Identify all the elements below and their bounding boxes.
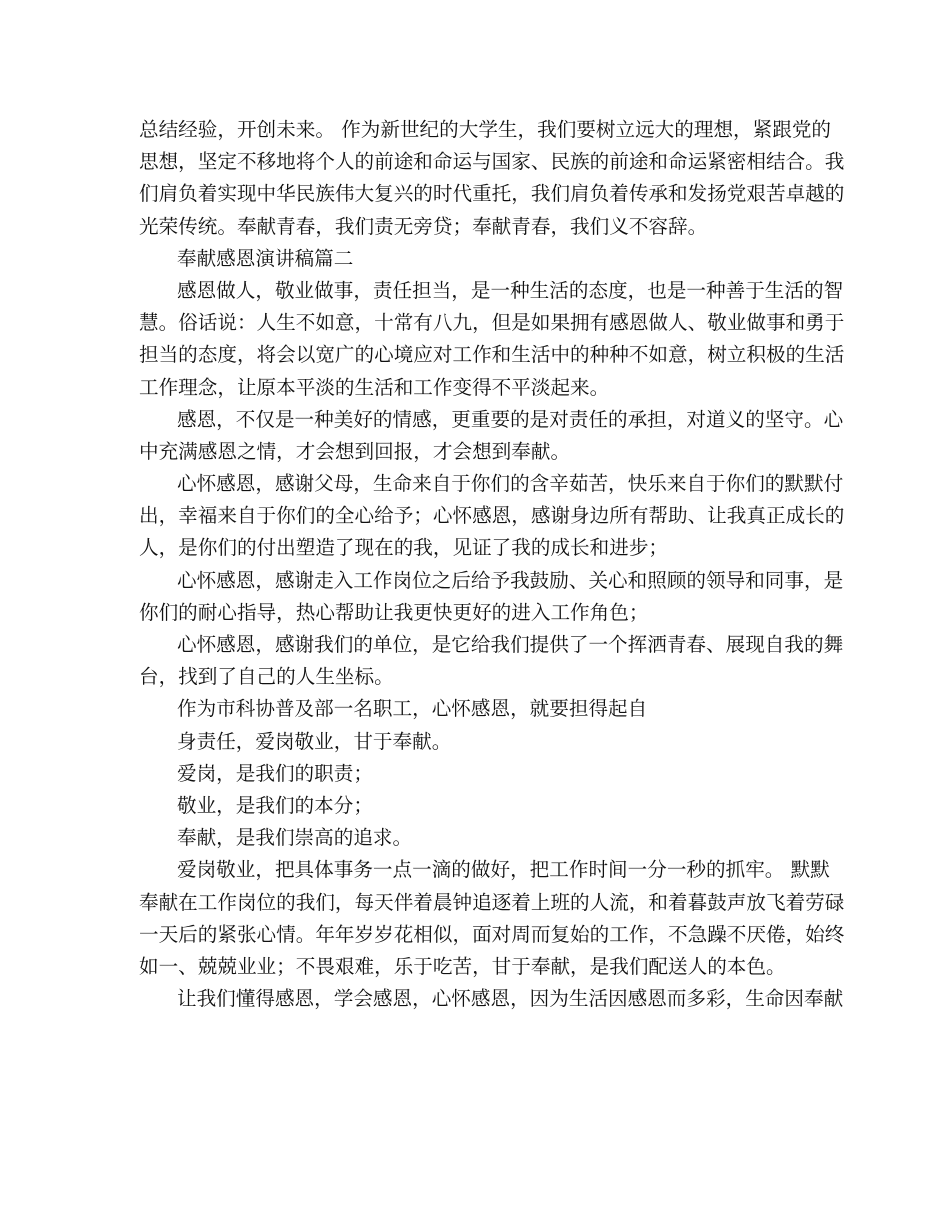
text-line: 台，找到了自己的人生坐标。 — [139, 665, 394, 689]
text-line: 如一、兢兢业业；不畏艰难，乐于吃苦，甘于奉献，是我们配送人的本色。 — [139, 954, 786, 978]
text-line: 敬业，是我们的本分； — [177, 793, 373, 817]
text-line: 心怀感恩，感谢我们的单位，是它给我们提供了一个挥洒青春、展现自我的舞 — [177, 633, 844, 656]
text-line: 们肩负着实现中华民族伟大复兴的时代重托，我们肩负着传承和发扬党艰苦卓越的 — [139, 182, 845, 206]
text-line: 身责任，爱岗敬业，甘于奉献。 — [177, 729, 452, 753]
text-line: 作为市科协普及部一名职工，心怀感恩，就要担得起自 — [177, 697, 648, 721]
text-line: 总结经验，开创未来。 作为新世纪的大学生，我们要树立远大的理想，紧跟党的 — [139, 118, 832, 141]
text-line: 心怀感恩，感谢父母，生命来自于你们的含辛茹苦，快乐来自于你们的默默付 — [177, 472, 844, 496]
text-line: 担当的态度，将会以宽广的心境应对工作和生活中的种种不如意，树立积极的生活 — [139, 343, 845, 367]
text-line: 出，幸福来自于你们的全心给予；心怀感恩，感谢身边所有帮助、让我真正成长的 — [139, 504, 845, 528]
text-line: 人，是你们的付出塑造了现在的我，见证了我的成长和进步； — [139, 536, 669, 560]
text-line: 奉献在工作岗位的我们，每天伴着晨钟追逐着上班的人流，和着暮鼓声放飞着劳碌 — [139, 890, 845, 914]
text-line: 让我们懂得感恩，学会感恩，心怀感恩，因为生活因感恩而多彩，生命因奉献 — [177, 987, 844, 1011]
text-line: 奉献感恩演讲稿篇二 — [177, 246, 354, 270]
text-line: 一天后的紧张心情。年年岁岁花相似，面对周而复始的工作，不急躁不厌倦，始终 — [139, 922, 845, 946]
text-line: 中充满感恩之情，才会想到回报，才会想到奉献。 — [139, 439, 571, 463]
text-line: 感恩做人，敬业做事，责任担当，是一种生活的态度，也是一种善于生活的智 — [177, 278, 844, 302]
document-body — [139, 114, 845, 1015]
text-line: 心怀感恩，感谢走入工作岗位之后给予我鼓励、关心和照顾的领导和同事，是 — [177, 568, 844, 592]
text-line: 奉献，是我们崇高的追求。 — [177, 826, 413, 850]
text-line: 爱岗敬业，把具体事务一点一滴的做好，把工作时间一分一秒的抓牢。 默默 — [177, 858, 830, 882]
text-line: 工作理念，让原本平淡的生活和工作变得不平淡起来。 — [139, 375, 610, 399]
text-line: 感恩，不仅是一种美好的情感，更重要的是对责任的承担，对道义的坚守。心 — [177, 407, 844, 431]
text-line: 你们的耐心指导，热心帮助让我更快更好的进入工作角色； — [139, 600, 649, 624]
text-line: 光荣传统。奉献青春，我们责无旁贷；奉献青春，我们义不容辞。 — [139, 214, 708, 238]
text-line: 思想，坚定不移地将个人的前途和命运与国家、民族的前途和命运紧密相结合。我 — [139, 150, 845, 174]
text-line: 慧。俗话说：人生不如意，十常有八九，但是如果拥有感恩做人、敬业做事和勇于 — [139, 311, 845, 335]
text-line: 爱岗，是我们的职责； — [177, 761, 373, 785]
